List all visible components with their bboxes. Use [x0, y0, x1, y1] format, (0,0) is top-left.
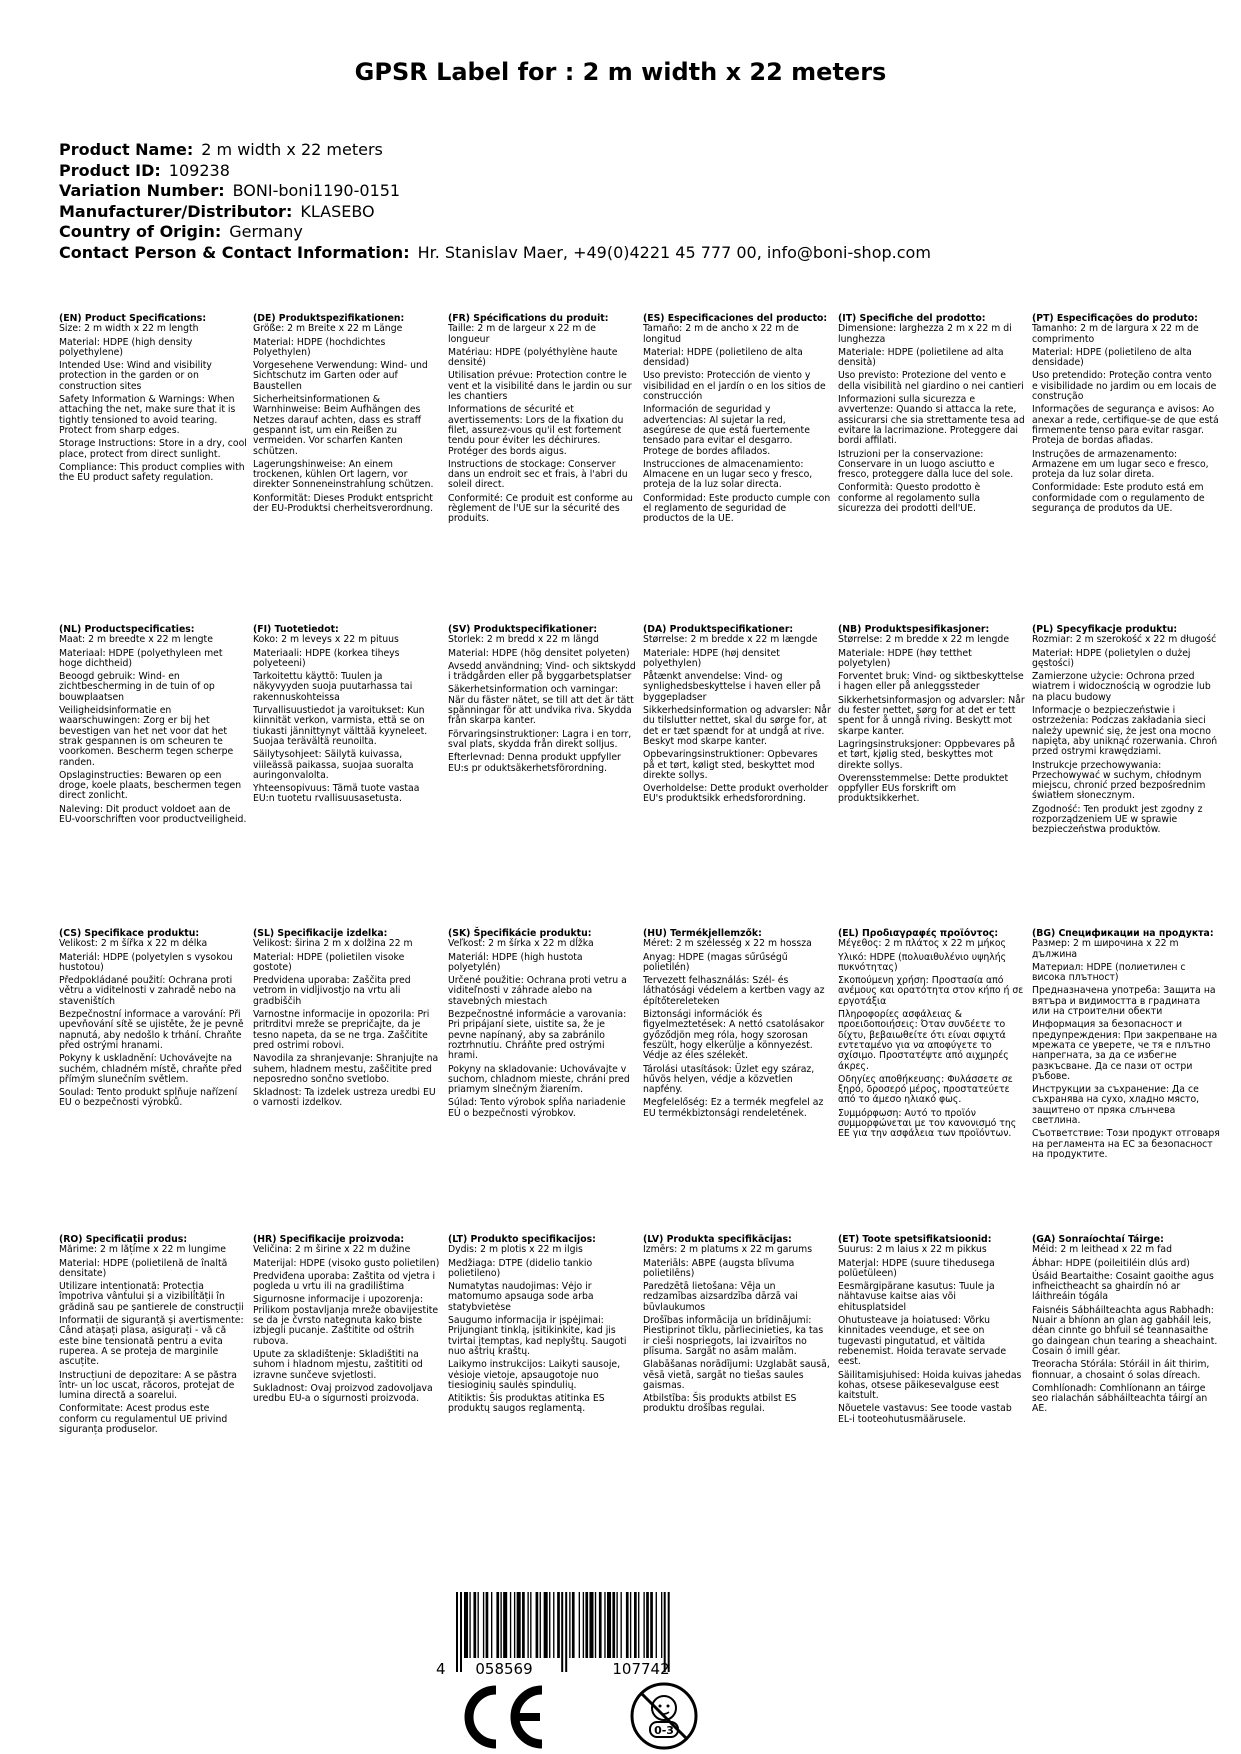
barcode-bar	[522, 1592, 525, 1658]
spec-paragraph: Matériau: HDPE (polyéthylène haute densité)	[448, 346, 618, 369]
info-label: Product ID:	[59, 160, 161, 180]
barcode-bar	[460, 1592, 462, 1672]
spec-paragraph: Méret: 2 m szélesség x 22 m hossza	[643, 938, 812, 950]
spec-paragraph: Materiaal: HDPE (polyethyleen met hoge dichtheid)	[59, 647, 223, 669]
spec-paragraph: Material: HDPE (hög densitet polyeten)	[448, 647, 630, 659]
spec-paragraph: Utilisation prévue: Protection contre le vent et la visibilité dans le jardin ou sur les chantiers	[448, 370, 632, 403]
spec-paragraph: Konformität: Dieses Produkt entspricht der EU-Produktsi cherheitsverordnung.	[253, 492, 434, 515]
spec-paragraph: Uso previsto: Protezione del vento e della visibilità nel giardino o nei cantieri	[838, 370, 1024, 392]
spec-paragraph: Mărime: 2 m lățime x 22 m lungime	[59, 1244, 226, 1256]
spec-paragraph: Istruzioni per la conservazione: Conservare in un luogo asciutto e fresco, proteggere dalla luce del sole.	[838, 448, 1014, 481]
barcode-bar	[536, 1592, 539, 1658]
spec-block	[253, 314, 441, 517]
barcode-bar	[469, 1592, 470, 1658]
barcode-bar	[634, 1592, 637, 1658]
spec-heading: (ES) Especificaciones del producto:	[643, 313, 828, 324]
spec-paragraph: Материал: HDPE (полиетилен с висока плътност)	[1032, 961, 1186, 984]
barcode-digit-first: 4	[436, 1660, 446, 1678]
spec-paragraph: Förvaringsinstruktioner: Lagra i en torr, sval plats, skydda från direkt solljus.	[448, 728, 632, 750]
spec-paragraph: Conformidade: Este produto está em conformidade com o regulamento de segurança de produtos da UE.	[1032, 482, 1205, 515]
spec-paragraph: Material: HDPE (high density polyethylene)	[59, 336, 193, 358]
barcode-bar	[604, 1592, 605, 1658]
spec-paragraph: Material: HDPE (hochdichtes Polyethylen)	[253, 336, 386, 358]
spec-paragraph: Conformitate: Acest produs este conform cu regulamentul UE privind siguranța produselor.	[59, 1403, 228, 1436]
barcode-bar	[595, 1592, 596, 1658]
barcode-bar	[561, 1592, 563, 1672]
spec-paragraph: Μέγεθος: 2 m πλάτος x 22 m μήκος	[838, 938, 1006, 950]
spec-block	[838, 625, 1026, 808]
spec-heading: (SK) Špecifikácie produktu:	[448, 928, 592, 939]
spec-paragraph: Naleving: Dit product voldoet aan de EU-voorschriften voor productveiligheid.	[59, 803, 247, 826]
barcode	[436, 1592, 736, 1678]
spec-block	[59, 314, 247, 486]
spec-paragraph: Instructions de stockage: Conserver dans un endroit sec et frais, à l'abri du soleil direct.	[448, 458, 628, 491]
spec-heading: (FR) Spécifications du produit:	[448, 313, 609, 324]
spec-paragraph: Uso pretendido: Proteção contra vento e visibilidade no jardim ou em locais de construção	[1032, 370, 1217, 403]
spec-paragraph: Biztonsági információk és figyelmeztetések: A nettó csatolásakor győződjön meg róla, hogy szorosan feszült, hogy elkerülje a könnyezést. Védje az éles szélekét.	[643, 1009, 825, 1062]
spec-block	[253, 1235, 441, 1407]
spec-block	[1032, 929, 1220, 1163]
spec-paragraph: Eesmärgipärane kasutus: Tuule ja nähtavuse kaitse aias või ehitusplatsidel	[838, 1281, 995, 1313]
spec-block	[448, 1235, 636, 1418]
spec-paragraph: Materiale: HDPE (polietilene ad alta densità)	[838, 346, 1004, 369]
spec-paragraph: Informazioni sulla sicurezza e avvertenze: Quando si attacca la rete, assicurarsi che sia strettamente tesa ad evitare la lacrimazione. Proteggere dai bordi affilati.	[838, 394, 1025, 447]
spec-block	[1032, 1235, 1220, 1418]
spec-paragraph: Conformidad: Este producto cumple con el reglamento de seguridad de productos de la UE.	[643, 492, 831, 525]
barcode-bar	[607, 1592, 611, 1658]
barcode-bar	[630, 1592, 631, 1658]
spec-paragraph: Turvallisuustiedot ja varoitukset: Kun kiinnität verkon, varmista, että se on tiukasti jännittynyt välttää kyyneleet. Suojaa terävältä reunoilta.	[253, 705, 428, 747]
info-label: Country of Origin:	[59, 222, 222, 241]
spec-block	[1032, 314, 1220, 517]
barcode-bar	[599, 1592, 602, 1658]
spec-paragraph: Materijal: HDPE (visoko gusto polietilen)	[253, 1257, 440, 1269]
info-value: Germany	[229, 222, 303, 241]
spec-paragraph: Sicherheitsinformationen & Warnhinweise: Beim Aufhängen des Netzes darauf achten, dass es straff gespannt ist, um ein Reißen zu vermeiden. Vor scharfen Kanten schützen.	[253, 394, 421, 457]
spec-paragraph: Vorgesehene Verwendung: Wind- und Sichtschutz im Garten oder auf Baustellen	[253, 360, 428, 392]
not-for-children-icon	[628, 1680, 700, 1752]
spec-paragraph: Velikost: širina 2 m x dolžina 22 m	[253, 938, 413, 950]
spec-paragraph: Ohutusteave ja hoiatused: Võrku kinnitades veenduge, et see on tugevasti pingutatud, et vältida rebenemist. Hoida teravate servade eest.	[838, 1315, 1007, 1368]
spec-paragraph: Zamierzone użycie: Ochrona przed wiatrem i widocznością w ogrodzie lub na placu budowy	[1032, 671, 1211, 703]
spec-paragraph: Compliance: This product complies with the EU product safety regulation.	[59, 461, 245, 484]
spec-paragraph: Súlad: Tento výrobok spĺňa nariadenie EÚ o bezpečnosti výrobkov.	[448, 1097, 626, 1119]
spec-paragraph: Tárolási utasítások: Üzlet egy száraz, hűvös helyen, védje a közvetlen napfény.	[643, 1063, 815, 1096]
spec-paragraph: Veiligheidsinformatie en waarschuwingen: Zorg er bij het bevestigen van het net voor dat het strak gespannen is om scheuren te voorkomen. Bescherm tegen scherpe randen.	[59, 705, 234, 768]
barcode-bar	[583, 1592, 584, 1658]
spec-paragraph: Taille: 2 m de largeur x 22 m de longueur	[448, 323, 596, 345]
spec-paragraph: Materiale: HDPE (høy tetthet polyetylen)	[838, 647, 972, 669]
spec-grid	[59, 314, 1229, 1534]
spec-paragraph: Materiał: HDPE (polietylen o dużej gęstości)	[1032, 647, 1191, 669]
spec-paragraph: Navodila za shranjevanje: Shranjujte na suhem, hladnem mestu, zaščitite pred neposredno sončno svetlobo.	[253, 1053, 439, 1085]
spec-block	[643, 625, 831, 808]
spec-paragraph: Veličina: 2 m širine x 22 m dužine	[253, 1244, 411, 1256]
spec-paragraph: Информация за безопасност и предупреждения: При закрепване на мрежата се уверете, че тя е плътно напрегната, за да се избегне разкъсване. Да се пази от остри ръбове.	[1032, 1019, 1218, 1082]
barcode-bar	[638, 1592, 639, 1658]
spec-heading: (ET) Toote spetsifikatsioonid:	[838, 1234, 992, 1245]
spec-paragraph: Informações de segurança e avisos: Ao anexar a rede, certifique-se de que está firmemente tenso para evitar rasgar. Proteja de bordas afiadas.	[1032, 404, 1219, 447]
spec-paragraph: Materiál: HDPE (high hustota polyetylén)	[448, 951, 583, 973]
spec-paragraph: Sikkerhetsinformasjon og advarsler: Når du fester nettet, sørg for at det er tett spent for å unngå riving. Beskytt mot skarpe kanter.	[838, 694, 1025, 737]
barcode-bar	[565, 1592, 567, 1672]
spec-paragraph: Sukladnost: Ovaj proizvod zadovoljava uredbu EU-a o sigurnosti proizvoda.	[253, 1382, 433, 1405]
spec-paragraph: Material: HDPE (polietileno de alta densidade)	[1032, 346, 1192, 369]
spec-paragraph: Lagerungshinweise: An einem trockenen, kühlen Ort lagern, vor direkter Sonneneinstrahlung schützen.	[253, 458, 434, 491]
spec-paragraph: Storage Instructions: Store in a dry, cool place, protect from direct sunlight.	[59, 438, 247, 460]
barcode-bar	[650, 1592, 653, 1658]
spec-paragraph: Opslaginstructies: Bewaren op een droge, koele plaats, beschermen tegen direct zonlicht.	[59, 769, 242, 802]
spec-heading: (PL) Specyfikacje produktu:	[1032, 624, 1178, 635]
barcode-bar	[646, 1592, 649, 1658]
info-label: Variation Number:	[59, 181, 225, 200]
spec-heading: (LT) Produkto specifikacijos:	[448, 1234, 596, 1245]
barcode-bar	[500, 1592, 501, 1658]
barcode-bar	[549, 1592, 550, 1658]
spec-paragraph: Overensstemmelse: Dette produktet oppfyller EUs forskrift om produktsikkerhet.	[838, 772, 1009, 805]
spec-heading: (CS) Specifikace produktu:	[59, 928, 200, 939]
spec-paragraph: Säilitamisjuhised: Hoida kuivas jahedas kohas, otsese päikesevalguse eest kaitstult.	[838, 1369, 1022, 1402]
barcode-group-left: 058569	[475, 1660, 533, 1678]
spec-block	[59, 625, 247, 828]
spec-paragraph: Safety Information & Warnings: When attaching the net, make sure that it is tightly tensioned to avoid tearing. Protect from sharp edges.	[59, 394, 236, 436]
spec-paragraph: Ábhar: HDPE (poileitiléin dlús ard)	[1032, 1257, 1190, 1269]
spec-paragraph: Saugumo informacija ir įspėjimai: Prijungiant tinklą, įsitikinkite, kad jis tvirtai įtemptas, kad neplyštų. Saugoti nuo aštrių kraštų.	[448, 1315, 627, 1357]
spec-heading: (NB) Produktspesifikasjoner:	[838, 624, 990, 635]
ce-mark-icon	[456, 1684, 548, 1750]
spec-paragraph: Drošības informācija un brīdinājumi: Piestiprinot tīklu, pārliecinieties, ka tas ir cieši nospriegots, lai izvairītos no plīsuma. Sargāt no asām malām.	[643, 1315, 824, 1357]
barcode-bar	[473, 1592, 476, 1658]
spec-paragraph: Pokyny k uskladnění: Uchovávejte na suchém, chladném místě, chraňte před přímým slunečním světlem.	[59, 1053, 242, 1085]
barcode-bar	[517, 1592, 521, 1658]
spec-paragraph: Atitiktis: Šis produktas atitinka ES produktų saugos reglamentą.	[448, 1393, 605, 1415]
barcode-bar	[661, 1592, 662, 1658]
spec-paragraph: Uso previsto: Protección de viento y visibilidad en el jardín o en los sitios de construcción	[643, 370, 826, 403]
spec-paragraph: Koko: 2 m leveys x 22 m pituus	[253, 634, 399, 646]
spec-heading: (FI) Tuotetiedot:	[253, 624, 339, 635]
barcode-bar	[510, 1592, 511, 1658]
spec-paragraph: Säkerhetsinformation och varningar: När du fäster nätet, se till att det är tätt spänningar för att undvika riva. Skydda från skarpa kanter.	[448, 684, 634, 727]
barcode-bar	[572, 1592, 575, 1658]
spec-paragraph: Pokyny na skladovanie: Uchovávajte v suchom, chladnom mieste, chráni pred priamym slnečným žiarením.	[448, 1063, 630, 1096]
spec-block	[838, 314, 1026, 517]
spec-paragraph: Materiale: HDPE (høj densitet polyethylen)	[643, 647, 780, 669]
info-value: 2 m width x 22 meters	[201, 140, 383, 159]
spec-paragraph: Anyag: HDPE (magas sűrűségű polietilén)	[643, 951, 788, 973]
spec-paragraph: Lagringsinstruksjoner: Oppbevares på et tørt, kjølig sted, beskyttes mot direkte sollys.	[838, 738, 1016, 771]
spec-paragraph: Atbilstība: Šis produkts atbilst ES produktu drošības regulai.	[643, 1393, 797, 1415]
spec-block	[448, 929, 636, 1122]
spec-heading: (EN) Product Specifications:	[59, 313, 207, 324]
spec-block	[253, 929, 441, 1112]
spec-paragraph: Размер: 2 m широчина x 22 m дължина	[1032, 938, 1179, 960]
product-info	[59, 140, 931, 263]
spec-paragraph: Size: 2 m width x 22 m length	[59, 323, 199, 335]
spec-paragraph: Informacje o bezpieczeństwie i ostrzeżenia: Podczas zakładania sieci należy upewnić się, że jest ona mocno napięta, aby uniknąć rozerwania. Chroń przed ostrymi krawędziami.	[1032, 705, 1218, 758]
barcode-bar	[626, 1592, 629, 1658]
barcode-bar	[579, 1592, 580, 1658]
barcode-bar	[478, 1592, 479, 1658]
spec-paragraph: Størrelse: 2 m bredde x 22 m længde	[643, 634, 818, 646]
barcode-bar	[616, 1592, 617, 1658]
spec-paragraph: Predvidena uporaba: Zaščita pred vetrom in vidljivostjo na vrtu ali gradbiščih	[253, 975, 411, 1007]
info-value: KLASEBO	[300, 201, 375, 221]
spec-paragraph: Glabāšanas norādījumi: Uzglabāt sausā, vēsā vietā, sargāt no tiešas saules gaismas.	[643, 1359, 830, 1391]
barcode-group-right: 107742	[612, 1660, 670, 1678]
spec-paragraph: Suurus: 2 m laius x 22 m pikkus	[838, 1244, 987, 1256]
spec-paragraph: Materiāls: ABPE (augsta blīvuma polietilēns)	[643, 1257, 795, 1279]
spec-paragraph: Инструкции за съхранение: Да се съхранява на сухо, хладно място, защитено от пряка слънчева светлина.	[1032, 1084, 1200, 1127]
spec-paragraph: Instrukcje przechowywania: Przechowywać w suchym, chłodnym miejscu, chronić przed bezpośrednim światłem słonecznym.	[1032, 759, 1206, 802]
spec-paragraph: Megfelelőség: Ez a termék megfelel az EU termékbiztonsági rendeletének.	[643, 1097, 824, 1119]
barcode-bar	[612, 1592, 615, 1658]
spec-paragraph: Sigurnosne informacije i upozorenja: Prilikom postavljanja mreže obavijestite se da je čvrsto nategnuta kako biste izbjegli pucanje. Zaštitite od oštrih rubova.	[253, 1294, 439, 1347]
spec-paragraph: Tarkoitettu käyttö: Tuulen ja näkyvyyden suoja puutarhassa tai rakennuskohteissa	[253, 671, 413, 703]
info-value: Hr. Stanislav Maer, +49(0)4221 45 777 00, info@boni-shop.com	[417, 242, 931, 262]
spec-paragraph: Úsáid Beartaithe: Cosaint gaoithe agus infheictheacht sa ghairdín nó ar láithreáin tógála	[1032, 1270, 1214, 1303]
spec-paragraph: Dydis: 2 m plotis x 22 m ilgis	[448, 1244, 583, 1256]
spec-paragraph: Tamaño: 2 m de ancho x 22 m de longitud	[643, 323, 799, 345]
spec-heading: (EL) Προδιαγραφές προϊόντος:	[838, 928, 999, 939]
spec-heading: (HR) Specifikacije proizvoda:	[253, 1234, 405, 1245]
spec-paragraph: Veľkosť: 2 m šírka x 22 m dĺžka	[448, 938, 594, 950]
spec-paragraph: Bezpečnostné informácie a varovania: Pri pripájaní siete, uistite sa, že je pevne napínaný, aby sa zabránilo roztrhnutiu. Chráňte pred ostrými hrami.	[448, 1009, 627, 1062]
spec-paragraph: Efterlevnad: Denna produkt uppfyller EU:s pr oduktsäkerhetsförordning.	[448, 752, 621, 774]
spec-paragraph: Tamanho: 2 m de largura x 22 m de comprimento	[1032, 323, 1199, 345]
spec-paragraph: Συμμόρφωση: Αυτό το προϊόν συμμορφώνεται με τον κανονισμό της ΕΕ για την ασφάλεια των προϊόντων.	[838, 1107, 1017, 1140]
spec-paragraph: Soulad: Tento produkt splňuje nařízení EU o bezpečnosti výrobků.	[59, 1087, 238, 1109]
info-label: Product Name:	[59, 140, 194, 159]
spec-paragraph: Material: HDPE (polietileno de alta densidad)	[643, 346, 803, 369]
barcode-bar	[643, 1592, 644, 1658]
spec-paragraph: Предназначена употреба: Защита на вятъра и видимостта в градината или на строителни обекти	[1032, 985, 1216, 1018]
spec-paragraph: Material: HDPE (polietilen visoke gostote)	[253, 951, 405, 973]
barcode-bar	[585, 1592, 588, 1658]
spec-paragraph: Maat: 2 m breedte x 22 m lengte	[59, 634, 213, 646]
info-value: BONI-boni1190-0151	[232, 181, 401, 200]
spec-paragraph: Velikost: 2 m šířka x 22 m délka	[59, 938, 208, 950]
spec-heading: (GA) Sonraíochtaí Táirge:	[1032, 1234, 1164, 1245]
spec-paragraph: Sikkerhedsinformation og advarsler: Når du tilslutter nettet, skal du sørge for, at det er tæt spændt for at undgå at rive. Beskyt mod skarpe kanter.	[643, 705, 831, 747]
spec-paragraph: Faisnéis Sábháilteachta agus Rabhadh: Nuair a bhíonn an glan ag gabháil leis, déan cinnte go bhfuil sé teannasaithe go daingean chun tearing a sheachaint. Cosain ó imill géar.	[1032, 1304, 1218, 1357]
barcode-bar	[589, 1592, 593, 1658]
info-row	[59, 140, 931, 161]
spec-paragraph: Overholdelse: Dette produkt overholder EU's produktsikk erhedsforordning.	[643, 783, 829, 805]
spec-paragraph: Informații de siguranță și avertismente: Când atașați plasa, asigurați - vă că este bine tensionată pentru a evita ruperea. A se proteja de marginile ascuțite.	[59, 1315, 244, 1368]
spec-paragraph: Dimensione: larghezza 2 m x 22 m di lunghezza	[838, 323, 1012, 345]
spec-block	[643, 314, 831, 528]
info-row	[59, 202, 931, 223]
spec-paragraph: Upute za skladištenje: Skladištiti na suhom i hladnom mjestu, zaštititi od izravne sunčeve svjetlosti.	[253, 1348, 423, 1381]
spec-paragraph: Varnostne informacije in opozorila: Pri pritrditvi mreže se prepričajte, da je tesno napeta, da se ne trga. Zaščitite pred ostrimi robovi.	[253, 1009, 430, 1051]
spec-paragraph: Předpokládané použití: Ochrana proti větru a viditelnosti v zahradě nebo na staveništích	[59, 975, 237, 1007]
spec-block	[838, 1235, 1026, 1428]
spec-block	[838, 929, 1026, 1143]
barcode-bar	[656, 1592, 657, 1658]
spec-paragraph: Informations de sécurité et avertissements: Lors de la fixation du filet, assurez-vous qu'il est fortement tendu pour éviter les déchirures. Protéger des bords aigus.	[448, 404, 624, 457]
info-row	[59, 222, 931, 243]
spec-paragraph: Størrelse: 2 m bredde x 22 m lengde	[838, 634, 1010, 646]
spec-block	[1032, 625, 1220, 839]
barcode-bar	[553, 1592, 554, 1658]
spec-paragraph: Méid: 2 m leithead x 22 m fad	[1032, 1244, 1173, 1256]
spec-paragraph: Σκοπούμενη χρήση: Προστασία από ανέμους και ορατότητα στον κήπο ή σε εργοτάξια	[838, 975, 1024, 1007]
spec-paragraph: Skladnost: Ta izdelek ustreza uredbi EU o varnosti izdelkov.	[253, 1087, 436, 1109]
barcode-bar	[514, 1592, 515, 1658]
spec-paragraph: Υλικό: HDPE (πολυαιθυλένιο υψηλής πυκνότητας)	[838, 951, 1007, 973]
spec-paragraph: Tervezett felhasználás: Szél- és láthatósági védelem a kertben vagy az építőtereleteken	[643, 975, 825, 1007]
spec-paragraph: Určené použitie: Ochrana proti vetru a viditeľnosti v záhrade alebo na stavebných miestach	[448, 975, 627, 1007]
spec-paragraph: Οδηγίες αποθήκευσης: Φυλάσσετε σε ξηρό, δροσερό μέρος, προστατεύετε από το άμεσο ηλιακό φως.	[838, 1073, 1013, 1106]
spec-paragraph: Zgodność: Ten produkt jest zgodny z rozporządzeniem UE w sprawie bezpieczeństwa produktów.	[1032, 803, 1203, 836]
barcode-bar	[530, 1592, 531, 1658]
barcode-bar	[491, 1592, 492, 1658]
info-row	[59, 181, 931, 202]
spec-paragraph: Rozmiar: 2 m szerokość x 22 m długość	[1032, 634, 1217, 646]
spec-paragraph: Materjal: HDPE (suure tihedusega polüetüleen)	[838, 1257, 995, 1279]
info-label: Contact Person & Contact Information:	[59, 242, 410, 262]
spec-heading: (DE) Produktspezifikationen:	[253, 313, 405, 324]
spec-heading: (PT) Especificações do produto:	[1032, 313, 1198, 324]
spec-heading: (LV) Produkta specifikācijas:	[643, 1234, 792, 1245]
info-row	[59, 243, 931, 264]
spec-paragraph: Nõuetele vastavus: See toode vastab EL-i tooteohutusmäärusele.	[838, 1403, 1012, 1425]
spec-paragraph: Materiál: HDPE (polyetylen s vysokou hustotou)	[59, 951, 233, 973]
info-label: Manufacturer/Distributor:	[59, 201, 293, 221]
spec-block	[643, 1235, 831, 1418]
barcode-bar	[456, 1592, 458, 1672]
spec-block	[448, 314, 636, 528]
spec-paragraph: Instruções de armazenamento: Armazene em um lugar seco e fresco, proteja da luz solar direta.	[1032, 448, 1209, 481]
spec-heading: (HU) Termékjellemzők:	[643, 928, 762, 939]
spec-paragraph: Materiaali: HDPE (korkea tiheys polyeteeni)	[253, 647, 400, 669]
age-range-label: 0-3	[654, 1724, 674, 1737]
spec-paragraph: Säilytysohjeet: Säilytä kuivassa, viileässä paikassa, suojaa suoralta auringonvalolta.	[253, 749, 414, 781]
spec-paragraph: Conformità: Questo prodotto è conforme al regolamento sulla sicurezza dei prodotti dell'UE.	[838, 482, 981, 515]
spec-heading: (NL) Productspecificaties:	[59, 624, 195, 635]
spec-heading: (BG) Спецификации на продукта:	[1032, 928, 1214, 939]
spec-heading: (SL) Specifikacije izdelka:	[253, 928, 388, 939]
info-value: 109238	[168, 160, 230, 180]
spec-paragraph: Instrucciones de almacenamiento: Almacene en un lugar seco y fresco, proteja de la luz solar directa.	[643, 458, 813, 491]
page-title: GPSR Label for : 2 m width x 22 meters	[354, 58, 887, 86]
spec-paragraph: Opbevaringsinstruktioner: Opbevares på et tørt, køligt sted, beskyttet mod direkte sollys.	[643, 749, 818, 781]
spec-block	[253, 625, 441, 808]
spec-heading: (DA) Produktspecifikationer:	[643, 624, 794, 635]
spec-paragraph: Comhlíonadh: Comhlíonann an táirge seo rialachán sábháilteachta táirgí an AE.	[1032, 1382, 1208, 1415]
barcode-bar	[527, 1592, 528, 1658]
spec-paragraph: Izmērs: 2 m platums x 22 m garums	[643, 1244, 813, 1256]
spec-heading: (RO) Specificații produs:	[59, 1234, 188, 1245]
spec-paragraph: Storlek: 2 m bredd x 22 m längd	[448, 634, 599, 646]
spec-block	[59, 1235, 247, 1438]
spec-paragraph: Intended Use: Wind and visibility protection in the garden or on construction sites	[59, 360, 212, 392]
spec-paragraph: Πληροφορίες ασφάλειας & προειδοποιήσεις: Όταν συνδέετε το δίχτυ, βεβαιωθείτε ότι είναι σφιχτά εντεταμένο για να αποφύγετε το σχίσιμο. Προστατέψτε από αιχμηρές άκρες.	[838, 1009, 1009, 1072]
barcode-bar	[569, 1592, 570, 1658]
barcode-bar	[483, 1592, 484, 1658]
spec-paragraph: Laikymo instrukcijos: Laikyti sausoje, vėsioje vietoje, apsaugotoje nuo tiesioginių saulės spindulių.	[448, 1359, 621, 1391]
info-row	[59, 161, 931, 182]
spec-block	[448, 625, 636, 777]
barcode-bar	[540, 1592, 541, 1658]
barcode-bar	[464, 1592, 468, 1658]
spec-paragraph: Größe: 2 m Breite x 22 m Länge	[253, 323, 403, 335]
barcode-bar	[486, 1592, 489, 1658]
spec-heading: (IT) Specifiche del prodotto:	[838, 313, 986, 324]
spec-paragraph: Yhteensopivuus: Tämä tuote vastaa EU:n tuotetu rvallisuusasetusta.	[253, 783, 420, 805]
spec-paragraph: Numatytas naudojimas: Vėjo ir matomumo apsauga sode arba statybvietėse	[448, 1281, 594, 1313]
spec-block	[59, 929, 247, 1112]
spec-paragraph: Instrucțiuni de depozitare: A se păstra într- un loc uscat, răcoros, protejat de lumina directă a soarelui.	[59, 1369, 237, 1402]
barcode-bar	[503, 1592, 507, 1658]
spec-paragraph: Съответствие: Този продукт отговаря на регламента на ЕС за безопасност на продуктите.	[1032, 1128, 1220, 1160]
spec-paragraph: Información de seguridad y advertencias: Al sujetar la red, asegúrese de que está fuertemente tensado para evitar el desgarro. Protege de bordes afilados.	[643, 404, 810, 457]
spec-paragraph: Predviđena uporaba: Zaštita od vjetra i pogleda u vrtu ili na gradilištima	[253, 1270, 436, 1293]
spec-paragraph: Medžiaga: DTPE (didelio tankio polietileno)	[448, 1257, 593, 1279]
spec-heading: (SV) Produktspecifikationer:	[448, 624, 598, 635]
spec-paragraph: Paredzētā lietošana: Vēja un redzamības aizsardzība dārzā vai būvlaukumos	[643, 1281, 798, 1313]
spec-paragraph: Forventet bruk: Vind- og siktbeskyttelse i hagen eller på anleggssteder	[838, 671, 1024, 693]
spec-paragraph: Bezpečnostní informace a varování: Při upevňování sítě se ujistěte, že je pevně napnutá, aby nedošlo k trhání. Chraňte před ostrými hranami.	[59, 1009, 244, 1051]
barcode-bar	[557, 1592, 560, 1658]
spec-paragraph: Utilizare intenționată: Protecția împotriva vântului și a vizibilității în grădină sau pe șantierele de construcții	[59, 1281, 244, 1313]
spec-paragraph: Påtænkt anvendelse: Vind- og synlighedsbeskyttelse i haven eller på byggepladser	[643, 671, 821, 703]
spec-paragraph: Conformité: Ce produit est conforme au règlement de l'UE sur la sécurité des produits.	[448, 492, 633, 525]
spec-block	[643, 929, 831, 1122]
barcode-bar	[621, 1592, 622, 1658]
barcode-bar	[544, 1592, 548, 1658]
spec-paragraph: Treoracha Stórála: Stóráil in áit thirim, fionnuar, a chosaint ó solas díreach.	[1032, 1359, 1210, 1381]
spec-paragraph: Beoogd gebruik: Wind- en zichtbescherming in de tuin of op bouwplaatsen	[59, 671, 215, 703]
barcode-bar	[496, 1592, 499, 1658]
spec-paragraph: Avsedd användning: Vind- och siktskydd i trädgården eller på byggarbetsplatser	[448, 660, 636, 683]
spec-paragraph: Material: HDPE (polietilenă de înaltă densitate)	[59, 1257, 228, 1279]
